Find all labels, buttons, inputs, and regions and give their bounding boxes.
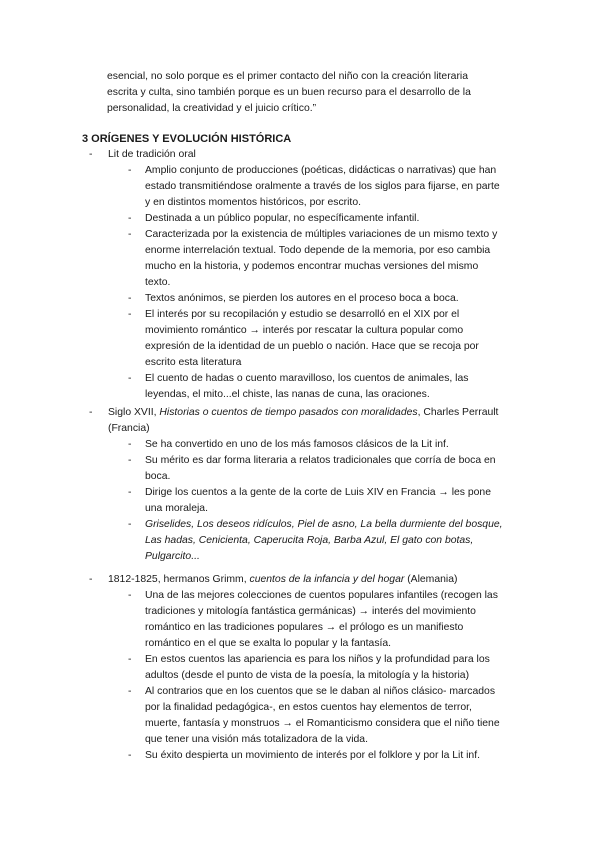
- section-heading: 3 ORÍGENES Y EVOLUCIÓN HISTÓRICA: [82, 133, 292, 145]
- text-line: muerte, fantasía y monstruos → el Romanticismo considera que el niño tiene: [145, 718, 500, 729]
- list-item-title: Lit de tradición oral: [108, 149, 196, 160]
- title-suffix: , Charles Perrault: [417, 407, 499, 418]
- list-item: [0, 307, 525, 371]
- text-line: Al contrarios que en los cuentos que se le daban al niños clásico- marcados: [145, 686, 496, 697]
- list-item-level1: [0, 405, 528, 437]
- list-item: [0, 227, 525, 291]
- text-line: boca.: [145, 471, 171, 482]
- italic-text: Griselides, Los deseos ridículos, Piel de asno, La bella durmiente del bosque,: [145, 519, 503, 530]
- list-item: [0, 652, 525, 684]
- text-line: romántico en el que se exalta lo popular y la fantasía.: [145, 638, 392, 649]
- title-prefix: 1812-1825, hermanos Grimm,: [108, 574, 250, 585]
- bullet-dash: -: [128, 373, 132, 384]
- text-line: [145, 549, 525, 565]
- text-line: estado transmitiéndose oralmente a través de los siglos para fijarse, en parte: [145, 181, 500, 192]
- bullet-dash: -: [89, 407, 93, 418]
- quote-line: esencial, no solo porque es el primer contacto del niño con la creación literaria: [107, 71, 468, 82]
- text-line: escrito esta literatura: [145, 357, 242, 368]
- list-item: [0, 371, 525, 403]
- italic-text: Pulgarcito...: [145, 551, 200, 562]
- quote-paragraph: [107, 69, 507, 117]
- text-line: Caracterizada por la existencia de múltiples variaciones de un mismo texto y: [145, 229, 498, 240]
- text-line: enorme interrelación textual. Todo depende de la memoria, por eso cambia: [145, 245, 491, 256]
- bullet-dash: -: [128, 519, 132, 530]
- bullet-dash: -: [128, 309, 132, 320]
- bullet-dash: -: [128, 654, 132, 665]
- quote-line: personalidad, la creatividad y el juicio crítico.”: [107, 103, 317, 114]
- bullet-dash: -: [128, 165, 132, 176]
- text-line: (Francia): [108, 423, 150, 434]
- text-line: Dirige los cuentos a la gente de la corte de Luis XIV en Francia → les pone: [145, 487, 491, 498]
- text-line: Una de las mejores colecciones de cuentos populares infantiles (recogen las: [145, 590, 498, 601]
- italic-text: Las hadas, Cenicienta, Caperucita Roja, Barba Azul, El gato con botas,: [145, 535, 474, 546]
- bullet-dash: -: [128, 590, 132, 601]
- text-line: Textos anónimos, se pierden los autores en el proceso boca a boca.: [145, 293, 459, 304]
- list-item: [0, 291, 525, 307]
- text-line: Su mérito es dar forma literaria a relatos tradicionales que corría de boca en: [145, 455, 496, 466]
- section-perrault: [0, 405, 600, 565]
- bullet-dash: -: [128, 487, 132, 498]
- title-prefix: Siglo XVII,: [108, 407, 160, 418]
- text-line: [145, 517, 525, 533]
- text-line: En estos cuentos las apariencia es para los niños y la profundidad para los: [145, 654, 490, 665]
- title-suffix: (Alemania): [404, 574, 458, 585]
- text-line: adultos (desde el punto de vista de la poesía, la mitología y la historia): [145, 670, 470, 681]
- bullet-dash: -: [128, 213, 132, 224]
- text-line: movimiento romántico → interés por rescatar la cultura popular como: [145, 325, 464, 336]
- list-item-level1: [0, 572, 528, 588]
- bullet-dash: -: [128, 293, 132, 304]
- text-line: [108, 572, 528, 588]
- list-item: [0, 684, 525, 748]
- bullet-dash: -: [128, 455, 132, 466]
- list-item: [0, 437, 525, 453]
- bullet-dash: -: [128, 750, 132, 761]
- text-line: que tener una visión más totalizadora de la vida.: [145, 734, 368, 745]
- text-line: por la finalidad pedagógica-, en estos cuentos hay elementos de terror,: [145, 702, 472, 713]
- list-item: [0, 485, 525, 517]
- bullet-dash: -: [89, 574, 93, 585]
- text-line: El interés por su recopilación y estudio se desarrolló en el XIX por el: [145, 309, 460, 320]
- section-grimm: [0, 572, 600, 764]
- section-oral-tradition: [0, 147, 600, 403]
- text-line: leyendas, el mito...el chiste, las nanas de cuna, las oraciones.: [145, 389, 430, 400]
- text-line: y en distintos momentos históricos, por escrito.: [145, 197, 361, 208]
- bullet-dash: -: [89, 149, 93, 160]
- text-line: Se ha convertido en uno de los más famosos clásicos de la Lit inf.: [145, 439, 449, 450]
- book-title: Historias o cuentos de tiempo pasados con moralidades: [159, 407, 418, 418]
- text-line: mucho en la historia, y podemos encontrar muchas versiones del mismo: [145, 261, 479, 272]
- text-line: una moraleja.: [145, 503, 208, 514]
- quote-line: escrita y culta, sino también porque es un buen recurso para el desarrollo de la: [107, 87, 471, 98]
- text-line: texto.: [145, 277, 171, 288]
- text-line: Su éxito despierta un movimiento de interés por el folklore y por la Lit inf.: [145, 750, 480, 761]
- list-item-italic: [0, 517, 525, 565]
- list-item: [0, 453, 525, 485]
- text-line: [145, 533, 525, 549]
- bullet-dash: -: [128, 439, 132, 450]
- text-line: tradiciones y mitología fantástica germánicas) → interés del movimiento: [145, 606, 476, 617]
- list-item: [0, 748, 525, 764]
- list-item-level1: [0, 147, 528, 163]
- text-line: El cuento de hadas o cuento maravilloso, los cuentos de animales, las: [145, 373, 469, 384]
- list-item: [0, 588, 525, 652]
- text-line: Amplio conjunto de producciones (poéticas, didácticas o narrativas) que han: [145, 165, 497, 176]
- text-line: Destinada a un público popular, no específicamente infantil.: [145, 213, 420, 224]
- bullet-dash: -: [128, 686, 132, 697]
- bullet-dash: -: [128, 229, 132, 240]
- book-title: cuentos de la infancia y del hogar: [249, 574, 405, 585]
- list-item: [0, 163, 525, 211]
- list-item: [0, 211, 525, 227]
- text-line: expresión de la identidad de un pueblo o nación. Hace que se recoja por: [145, 341, 479, 352]
- text-line: [108, 405, 528, 421]
- text-line: romántico en las tradiciones populares → el prólogo es un manifiesto: [145, 622, 464, 633]
